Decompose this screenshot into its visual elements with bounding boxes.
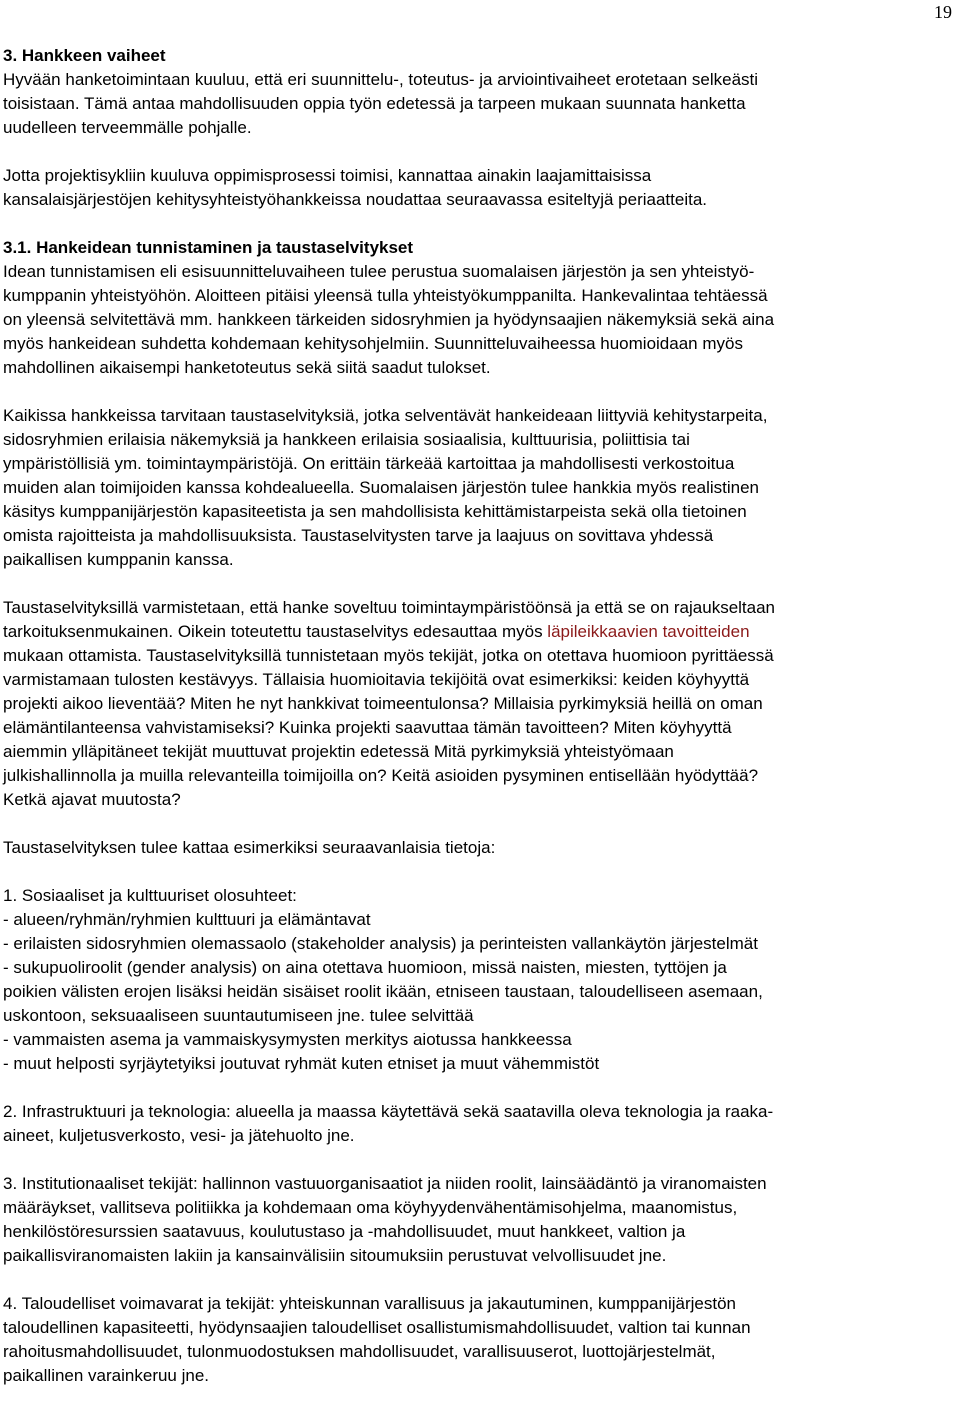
subsection-heading: 3.1. Hankeidean tunnistaminen ja taustaselvitykset <box>3 238 414 257</box>
text-line: varmistamaan tulosten kestävyys. Tällaisia huomioitavia tekijöitä ovat esimerkiksi: keiden köyhyyttä <box>3 670 750 689</box>
text-line: - alueen/ryhmän/ryhmien kulttuuri ja elämäntavat <box>3 910 371 929</box>
text-line: 3. Institutionaaliset tekijät: hallinnon vastuuorganisaatiot ja niiden roolit, lainsäädäntö ja viranomaisten <box>3 1174 767 1193</box>
text-line: - sukupuoliroolit (gender analysis) on aina otettava huomioon, missä naisten, miesten, tyttöjen ja <box>3 958 727 977</box>
text-line: kansalaisjärjestöjen kehitysyhteistyöhankkeissa noudattaa seuraavassa esiteltyjä periaatteita. <box>3 190 708 209</box>
text-line: on yleensä selvitettävä mm. hankkeen tärkeiden sidosryhmien ja hyödynsaajien näkemyksiä sekä aina <box>3 310 775 329</box>
text-line: projekti aikoo lieventää? Miten he nyt hankkivat toimeentulonsa? Millaisia pyrkimyksiä heillä on oman <box>3 694 763 713</box>
text-line: 1. Sosiaaliset ja kulttuuriset olosuhteet: <box>3 886 297 905</box>
text-line: kumppanin yhteistyöhön. Aloitteen pitäisi yleensä tulla yhteistyökumppanilta. Hankevalintaa tehtäessä <box>3 286 768 305</box>
list-item-economic <box>3 1292 958 1388</box>
text-line: paikallisen kumppanin kanssa. <box>3 550 234 569</box>
text-line: Idean tunnistamisen eli esisuunnitteluvaiheen tulee perustua suomalaisen järjestön ja sen yhteistyö- <box>3 262 755 281</box>
text-line: Ketkä ajavat muutosta? <box>3 790 181 809</box>
section-intro-paragraph <box>3 68 958 140</box>
text-line: poikien välisten erojen lisäksi heidän sisäiset roolit ikään, etniseen taustaan, taloudelliseen asemaan, <box>3 982 763 1001</box>
text-line: uskontoon, seksuaaliseen suuntautumiseen jne. tulee selvittää <box>3 1006 474 1025</box>
text-line: Taustaselvityksillä varmistetaan, että hanke soveltuu toimintaympäristöönsä ja että se on rajaukseltaan <box>3 598 776 617</box>
text-line: 2. Infrastruktuuri ja teknologia: alueella ja maassa käytettävä sekä saatavilla oleva teknologia ja raaka- <box>3 1102 774 1121</box>
text-line: Kaikissa hankkeissa tarvitaan taustaselvityksiä, jotka selventävät hankeideaan liittyviä kehitystarpeita, <box>3 406 768 425</box>
text-line: paikallinen varainkeruu jne. <box>3 1366 210 1385</box>
text-line: - erilaisten sidosryhmien olemassaolo (stakeholder analysis) ja perinteisten vallankäytön järjestelmät <box>3 934 758 953</box>
subsection-paragraph-1 <box>3 260 958 380</box>
text-line: ympäristöllisiä ym. toimintaympäristöjä. On erittäin tärkeää kartoittaa ja mahdollisesti verkostoitua <box>3 454 735 473</box>
list-item-social-cultural <box>3 884 958 1076</box>
text-line: - vammaisten asema ja vammaiskysymysten merkitys aiotussa hankkeessa <box>3 1030 572 1049</box>
text-line: mukaan ottamista. Taustaselvityksillä tunnistetaan myös tekijät, jotka on otettava huomioon pyrittäessä <box>3 646 774 665</box>
page-number: 19 <box>934 2 952 22</box>
subsection-paragraph-3 <box>3 596 958 812</box>
text-line: - muut helposti syrjäytetyiksi joutuvat ryhmät kuten etniset ja muut vähemmistöt <box>3 1054 600 1073</box>
page-content <box>3 44 958 1388</box>
text-line: määräykset, vallitseva politiikka ja kohdemaan oma köyhyydenvähentämisohjelma, maanomistus, <box>3 1198 738 1217</box>
text-line: myös hankeidean suhdetta kohdemaan kehitysohjelmiin. Suunnitteluvaiheessa huomioidaan myös <box>3 334 743 353</box>
text-line: 4. Taloudelliset voimavarat ja tekijät: yhteiskunnan varallisuus ja jakautuminen, kumppanijärjestön <box>3 1294 736 1313</box>
section-paragraph-2 <box>3 164 958 212</box>
crosscutting-objectives-link[interactable]: läpileikkaavien tavoitteiden <box>547 622 750 641</box>
text-line: julkishallinnolla ja muilla relevanteilla toimijoilla on? Keitä asioiden pysyminen entisellään hyödyttää? <box>3 766 759 785</box>
text-line: rahoitusmahdollisuudet, tulonmuodostuksen mahdollisuudet, varallisuuserot, luottojärjestelmät, <box>3 1342 716 1361</box>
section-heading: 3. Hankkeen vaiheet <box>3 46 166 65</box>
text-segment: tarkoituksenmukainen. Oikein toteutettu taustaselvitys edesauttaa myös <box>3 622 548 641</box>
text-line: aiemmin ylläpitäneet tekijät muuttuvat projektin edetessä Mitä pyrkimyksiä yhteistyömaan <box>3 742 674 761</box>
list-item-infrastructure <box>3 1100 958 1148</box>
text-line: aineet, kuljetusverkosto, vesi- ja jätehuolto jne. <box>3 1126 355 1145</box>
text-line: Hyvään hanketoimintaan kuuluu, että eri suunnittelu-, toteutus- ja arviointivaiheet erotetaan selkeästi <box>3 70 759 89</box>
text-line: henkilöstöresurssien saatavuus, koulutustaso ja -mahdollisuudet, muut hankkeet, valtion ja <box>3 1222 686 1241</box>
text-line: Jotta projektisykliin kuuluva oppimisprosessi toimisi, kannattaa ainakin laajamittaisissa <box>3 166 652 185</box>
subsection-paragraph-4: Taustaselvityksen tulee kattaa esimerkiksi seuraavanlaisia tietoja: <box>3 838 496 857</box>
text-line: paikallisviranomaisten lakiin ja kansainvälisiin sitoumuksiin perustuvat velvollisuudet jne. <box>3 1246 667 1265</box>
text-line: taloudellinen kapasiteetti, hyödynsaajien taloudelliset osallistumismahdollisuudet, valtion tai kunnan <box>3 1318 751 1337</box>
text-line: käsitys kumppanijärjestön kapasiteetista ja sen mahdollisista kehittämistarpeista sekä olla tietoinen <box>3 502 747 521</box>
text-line: muiden alan toimijoiden kanssa kohdealueella. Suomalaisen järjestön tulee hankkia myös realistinen <box>3 478 760 497</box>
text-line <box>3 620 958 644</box>
text-line: toisistaan. Tämä antaa mahdollisuuden oppia työn edetessä ja tarpeen mukaan suunnata hanketta <box>3 94 746 113</box>
text-line: omista rajoitteista ja mahdollisuuksista. Taustaselvitysten tarve ja laajuus on sovittava yhdessä <box>3 526 714 545</box>
subsection-paragraph-2 <box>3 404 958 572</box>
list-item-institutional <box>3 1172 958 1268</box>
text-line: mahdollinen aikaisempi hanketoteutus sekä siitä saadut tulokset. <box>3 358 491 377</box>
text-line: elämäntilanteensa vahvistamiseksi? Kuinka projekti saavuttaa tämän tavoitteen? Miten köyhyyttä <box>3 718 732 737</box>
text-line: sidosryhmien erilaisia näkemyksiä ja hankkeen erilaisia sosiaalisia, kulttuurisia, poliittisia tai <box>3 430 690 449</box>
text-line: uudelleen terveemmälle pohjalle. <box>3 118 252 137</box>
